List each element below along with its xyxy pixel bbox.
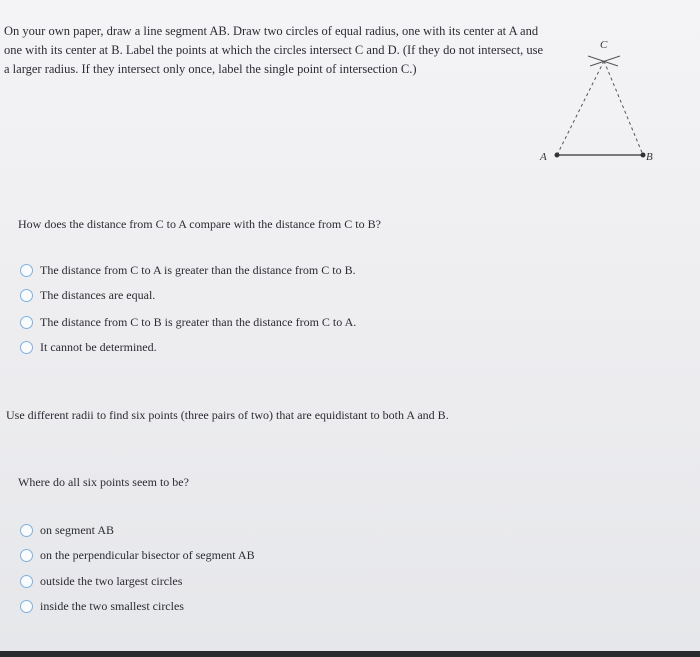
segment-ac	[557, 61, 604, 155]
option-label: on the perpendicular bisector of segment AB	[40, 547, 255, 562]
arc-from-b	[588, 56, 618, 66]
q1-option-undetermined[interactable]	[20, 338, 157, 356]
radio-button[interactable]	[20, 575, 33, 588]
radio-button[interactable]	[20, 524, 33, 537]
q1-option-greater-a[interactable]	[20, 261, 356, 279]
q1-option-greater-b[interactable]	[20, 313, 356, 331]
radio-button[interactable]	[20, 341, 33, 354]
option-label: The distance from C to A is greater than the distance from C to B.	[40, 262, 356, 277]
radio-button[interactable]	[20, 549, 33, 562]
point-b-dot	[641, 153, 646, 158]
radio-button[interactable]	[20, 600, 33, 613]
option-label: inside the two smallest circles	[40, 598, 184, 613]
bottom-bar	[0, 651, 700, 657]
label-a: A	[540, 151, 547, 163]
option-label: The distance from C to B is greater than the distance from C to A.	[40, 314, 357, 329]
q2-option-perpendicular-bisector[interactable]	[20, 546, 255, 564]
q2-option-inside-circles[interactable]	[20, 597, 184, 615]
triangle-figure	[530, 28, 690, 178]
option-label: on segment AB	[40, 522, 114, 537]
intro-text: On your own paper, draw a line segment AB. Draw two circles of equal radius, one with its center at A and one with its center at B. Label the points at which the circles intersect C and D. (If they do not intersect, use a larger radius. If they intersect only once, label the single point of intersection C.)	[4, 24, 544, 76]
option-label: The distances are equal.	[40, 287, 156, 302]
option-label: outside the two largest circles	[40, 573, 183, 588]
option-label: It cannot be determined.	[40, 339, 157, 354]
q2-option-on-segment[interactable]	[20, 521, 114, 539]
question-2-prompt: Where do all six points seem to be?	[18, 475, 189, 489]
radio-button[interactable]	[20, 264, 33, 277]
point-a-dot	[555, 153, 560, 158]
label-b: B	[646, 151, 653, 163]
arc-from-a	[590, 56, 620, 66]
label-c: C	[600, 39, 608, 51]
question-1-prompt: How does the distance from C to A compare with the distance from C to B?	[18, 217, 381, 231]
radio-button[interactable]	[20, 316, 33, 329]
radio-button[interactable]	[20, 289, 33, 302]
instruction-text: Use different radii to find six points (three pairs of two) that are equidistant to both A and B.	[6, 408, 449, 422]
segment-cb	[604, 61, 643, 155]
q1-option-equal[interactable]	[20, 286, 155, 304]
q2-option-outside-circles[interactable]	[20, 572, 182, 590]
